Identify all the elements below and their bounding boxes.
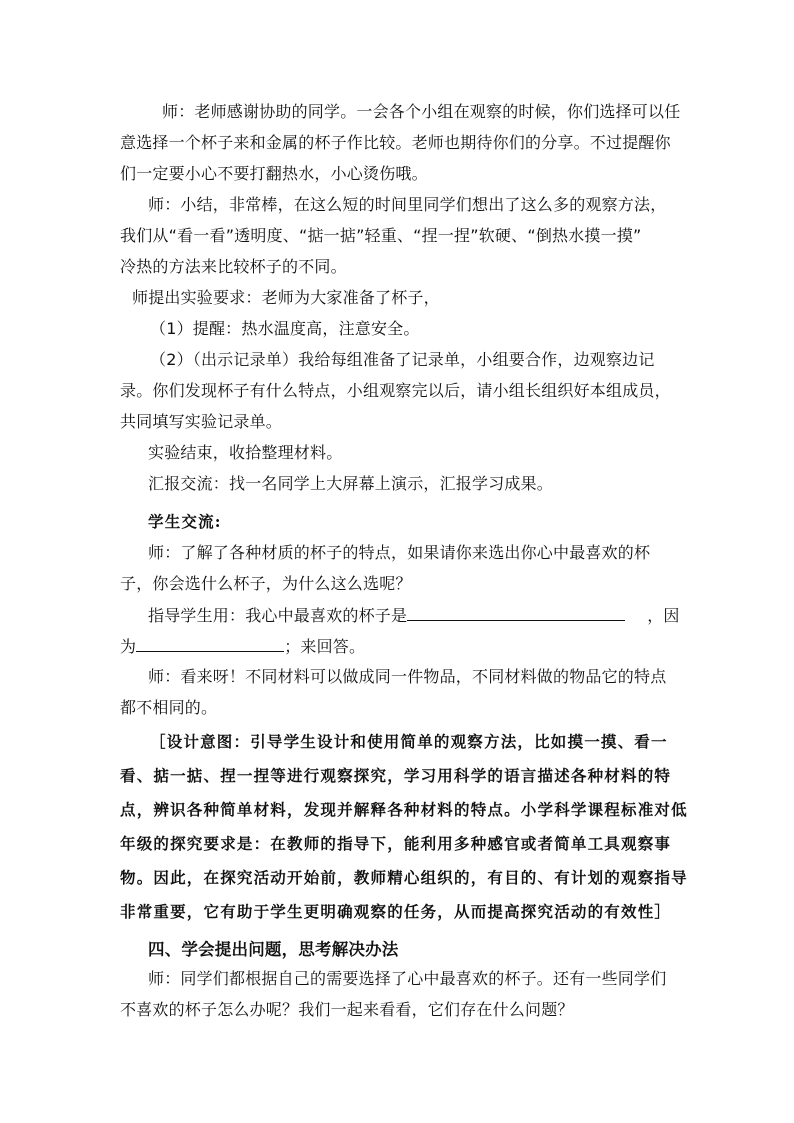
paragraph-line: 师：老师感谢协助的同学。一会各个小组在观察的时候，你们选择可以任: [162, 102, 681, 121]
prompt-text: ；来回答。: [284, 637, 366, 656]
paragraph-line: 师：看来呀！不同材料可以做成同一件物品，不同材料做的物品它的特点: [148, 667, 667, 686]
paragraph-line: 都不相同的。: [120, 698, 218, 717]
paragraph-line: 师提出实验要求：老师为大家准备了杯子，: [132, 288, 440, 307]
design-line: 年级的探究要求是：在教师的指导下，能利用多种感官或者简单工具观察事: [120, 834, 672, 853]
fill-in-line: [120, 635, 365, 658]
paragraph-line: 意选择一个杯子来和金属的杯子作比较。老师也期待你们的分享。不过提醒你: [120, 133, 671, 152]
fill-in-line: [148, 604, 680, 627]
paragraph-line: 录。你们发现杯子有什么特点，小组观察完以后，请小组长组织好本组成员，: [120, 381, 671, 400]
design-line: 物。因此，在探究活动开始前，教师精心组织的，有目的、有计划的观察指导: [120, 868, 688, 887]
prompt-text: ，因: [647, 606, 680, 625]
prompt-text: 为: [120, 637, 137, 656]
list-item: （2）（出示记录单）我给每组准备了记录单，小组要合作，边观察边记: [150, 350, 655, 369]
paragraph-line: 师：了解了各种材质的杯子的特点，如果请你来选出你心中最喜欢的杯: [148, 543, 651, 562]
subheading-student-exchange: 学生交流:: [148, 512, 222, 531]
answer-blank: [136, 635, 284, 652]
paragraph-line: 我们从“看一看”透明度、“掂一掂”轻重、“捏一捏”软硬、“倒热水摸一摸”: [120, 226, 642, 245]
design-line: 非常重要，它有助于学生更明确观察的任务，从而提高探究活动的有效性］: [120, 902, 672, 921]
design-line: 点，辨识各种简单材料，发现并解释各种材料的特点。小学科学课程标准对低: [120, 800, 688, 819]
list-item: （1）提醒：热水温度高，注意安全。: [150, 319, 420, 338]
paragraph-line: 共同填写实验记录单。: [120, 412, 283, 431]
paragraph-line: 师：同学们都根据自己的需要选择了心中最喜欢的杯子。还有一些同学们: [148, 969, 667, 988]
section-heading: 四、学会提出问题，思考解决办法: [148, 940, 399, 959]
design-line: 看、掂一掂、捏一捏等进行观察探究，学习用科学的语言描述各种材料的特: [120, 766, 672, 785]
answer-blank: [407, 604, 625, 621]
paragraph-line: 实验结束，收拾整理材料。: [148, 443, 343, 462]
prompt-text: 指导学生用：我心中最喜欢的杯子是: [148, 606, 408, 625]
paragraph-line: 子，你会选什么杯子，为什么这么选呢？: [120, 574, 412, 593]
design-line: ［设计意图：引导学生设计和使用简单的观察方法，比如摸一摸、看一: [150, 732, 668, 751]
paragraph-line: 们一定要小心不要打翻热水，小心烫伤哦。: [120, 164, 428, 183]
paragraph-line: 冷热的方法来比较杯子的不同。: [120, 257, 347, 276]
paragraph-line: 不喜欢的杯子怎么办呢？我们一起来看看，它们存在什么问题？: [120, 1000, 574, 1019]
paragraph-line: 师：小结，非常棒，在这么短的时间里同学们想出了这么多的观察方法，: [148, 195, 667, 214]
paragraph-line: 汇报交流：找一名同学上大屏幕上演示，汇报学习成果。: [148, 474, 554, 493]
